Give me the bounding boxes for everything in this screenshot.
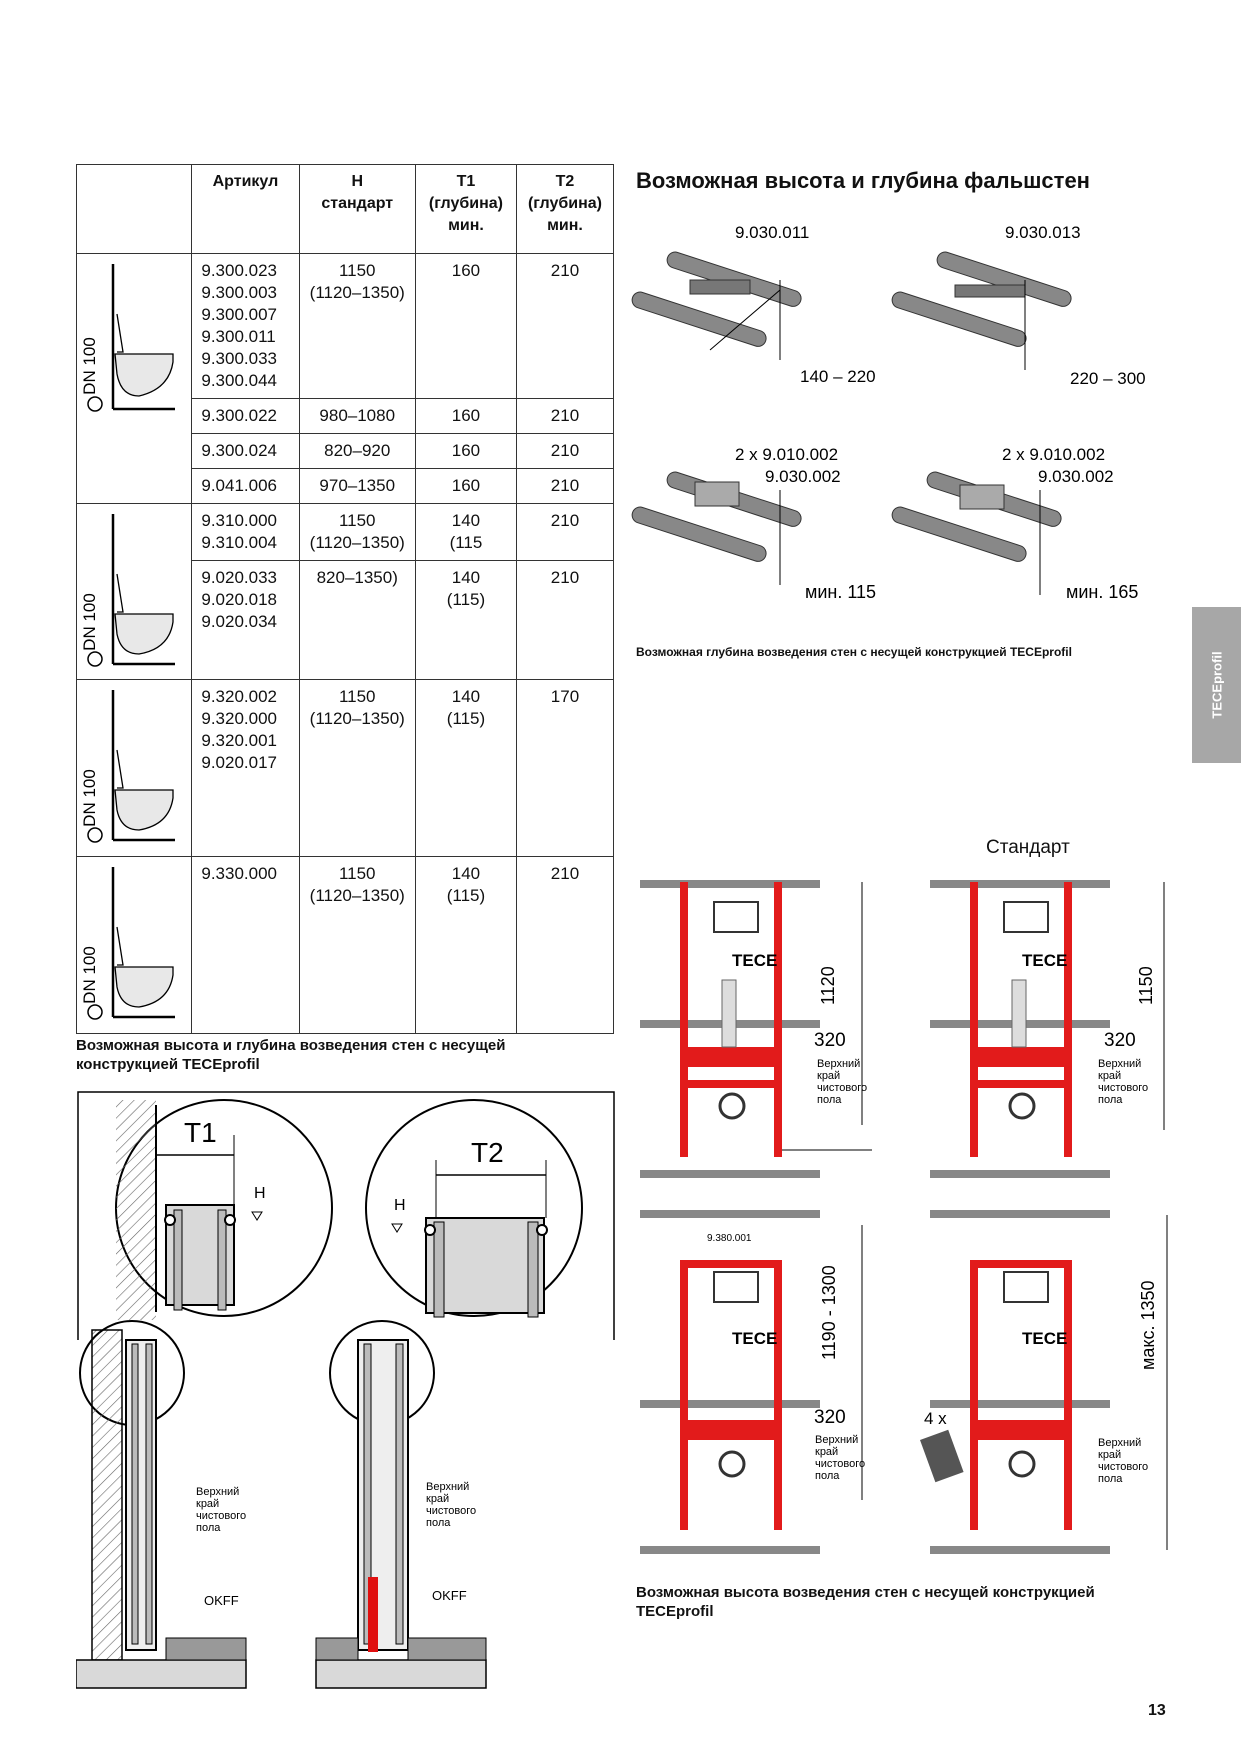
wall-hung-wc-icon — [77, 857, 177, 1027]
article-cell: 9.020.033 9.020.018 9.020.034 — [192, 561, 299, 680]
t2-cell: 170 — [516, 680, 613, 857]
floor-label-p1: Верхний край чистового пола — [817, 1058, 868, 1106]
t2-cell: 210 — [516, 469, 613, 504]
svg-text:320: 320 — [1104, 1030, 1136, 1051]
drill-icon — [920, 1430, 964, 1483]
svg-text:макс. 1350: макс. 1350 — [1138, 1280, 1158, 1370]
t1-cell: 160 — [415, 434, 516, 469]
article-cell: 9.041.006 — [192, 469, 299, 504]
svg-text:H: H — [394, 1197, 406, 1214]
h-cell: 1150 (1120–1350) — [299, 857, 415, 1034]
t1-cell: 160 — [415, 469, 516, 504]
height-panel-1120 — [640, 880, 872, 1178]
floor-label-left: Верхний край чистового пола — [196, 1486, 247, 1534]
svg-text:TECE: TECE — [1022, 1329, 1068, 1348]
wall-depth-detail-drawing — [76, 1090, 616, 1700]
floor-label-p3: Верхний край чистового пола — [815, 1434, 866, 1482]
svg-text:H: H — [254, 1185, 266, 1202]
t2-cell: 210 — [516, 434, 613, 469]
height-panel-1190 — [640, 1210, 862, 1554]
header-h: H стандарт — [299, 165, 415, 254]
article-cell: 9.300.022 — [192, 399, 299, 434]
left-caption: Возможная высота и глубина возведения стен с несущей конструкцией TECEprofil — [76, 1037, 506, 1073]
svg-text:4 x: 4 x — [924, 1409, 947, 1428]
svg-text:T1: T1 — [184, 1117, 217, 1148]
h-cell: 970–1350 — [299, 469, 415, 504]
t2-cell: 210 — [516, 561, 613, 680]
article-cell: 9.300.024 — [192, 434, 299, 469]
height-panel-1150 — [930, 880, 1164, 1178]
frame-9030002-drawing — [630, 470, 803, 585]
h-cell: 980–1080 — [299, 399, 415, 434]
svg-text:9.030.002: 9.030.002 — [765, 467, 841, 486]
h-cell: 1150 (1120–1350) — [299, 680, 415, 857]
h-cell: 820–920 — [299, 434, 415, 469]
right-title: Возможная высота и глубина фальшстен — [636, 168, 1090, 193]
table-row — [77, 254, 614, 399]
t2-cell: 210 — [516, 504, 613, 561]
frame-9030002b-drawing — [890, 470, 1063, 595]
header-article: Артикул — [192, 165, 299, 254]
svg-text:DN 100: DN 100 — [80, 946, 99, 1004]
svg-text:9.030.002: 9.030.002 — [1038, 467, 1114, 486]
svg-text:2 x 9.010.002: 2 x 9.010.002 — [1002, 445, 1106, 464]
svg-text:OKFF: OKFF — [204, 1593, 239, 1608]
h-cell: 1150 (1120–1350) — [299, 504, 415, 561]
wall-hung-wc-icon — [77, 504, 177, 674]
svg-text:2 x 9.010.002: 2 x 9.010.002 — [735, 445, 839, 464]
svg-text:1190 - 1300: 1190 - 1300 — [819, 1265, 839, 1360]
t1-cell: 160 — [415, 399, 516, 434]
svg-text:TECE: TECE — [1022, 951, 1068, 970]
svg-text:140 – 220: 140 – 220 — [800, 367, 876, 386]
wc-icon-cell — [77, 680, 192, 857]
t1-cell: 140 (115) — [415, 680, 516, 857]
table-row — [77, 504, 614, 561]
svg-text:320: 320 — [814, 1407, 846, 1428]
h-cell: 820–1350) — [299, 561, 415, 680]
svg-text:мин. 115: мин. 115 — [805, 582, 877, 602]
table-row — [77, 680, 614, 857]
floor-label-right: Верхний край чистового пола — [426, 1481, 477, 1529]
standard-label: Стандарт — [986, 837, 1070, 858]
svg-text:мин. 165: мин. 165 — [1066, 582, 1139, 602]
svg-text:T2: T2 — [471, 1137, 504, 1168]
t1-cell: 140 (115) — [415, 561, 516, 680]
svg-text:9.030.013: 9.030.013 — [1005, 223, 1081, 242]
wall-hung-wc-icon — [77, 254, 177, 484]
table-header-row — [77, 165, 614, 254]
t1-cell: 140 (115) — [415, 857, 516, 1034]
t1-cell: 140 (115 — [415, 504, 516, 561]
table-row — [77, 857, 614, 1034]
svg-text:DN 100: DN 100 — [80, 337, 99, 395]
article-cell: 9.310.000 9.310.004 — [192, 504, 299, 561]
svg-text:1120: 1120 — [818, 966, 838, 1005]
page-number: 13 — [1148, 1702, 1166, 1719]
frame-9030011-drawing — [630, 250, 803, 360]
right-caption-depth: Возможная глубина возведения стен с несущей конструкцией TECEprofil — [636, 645, 1072, 659]
spec-table — [76, 164, 614, 1034]
floor-label-p2: Верхний край чистового пола — [1098, 1058, 1149, 1106]
t2-cell: 210 — [516, 399, 613, 434]
header-t2: T2 (глубина) мин. — [516, 165, 613, 254]
svg-text:9.380.001: 9.380.001 — [707, 1233, 752, 1244]
floor-label-p4: Верхний край чистового пола — [1098, 1437, 1149, 1485]
t1-cell: 160 — [415, 254, 516, 399]
header-icon-col — [77, 165, 192, 254]
right-caption-height: Возможная высота возведения стен с несущей конструкцией TECEprofil — [636, 1584, 1095, 1620]
article-cell: 9.320.002 9.320.000 9.320.001 9.020.017 — [192, 680, 299, 857]
height-panel-1350 — [920, 1210, 1167, 1554]
t2-cell: 210 — [516, 857, 613, 1034]
frame-depth-diagrams — [630, 220, 1170, 620]
svg-text:1150: 1150 — [1136, 966, 1156, 1005]
section-tab: TECEprofil — [1192, 607, 1241, 763]
frame-9030013-drawing — [890, 250, 1073, 370]
svg-text:DN 100: DN 100 — [80, 769, 99, 827]
wc-icon-cell — [77, 504, 192, 680]
header-t1: T1 (глубина) мин. — [415, 165, 516, 254]
svg-text:320: 320 — [814, 1030, 846, 1051]
article-cell: 9.330.000 — [192, 857, 299, 1034]
svg-text:TECE: TECE — [732, 1329, 778, 1348]
svg-text:DN 100: DN 100 — [80, 593, 99, 651]
article-cell: 9.300.023 9.300.003 9.300.007 9.300.011 9.300.033 9.300.044 — [192, 254, 299, 399]
installation-height-diagrams — [632, 860, 1192, 1560]
wall-hung-wc-icon — [77, 680, 177, 850]
t2-cell: 210 — [516, 254, 613, 399]
svg-text:9.030.011: 9.030.011 — [735, 223, 810, 242]
svg-text:TECE: TECE — [732, 951, 778, 970]
svg-text:220 – 300: 220 – 300 — [1070, 369, 1146, 388]
svg-text:OKFF: OKFF — [432, 1588, 467, 1603]
h-cell: 1150 (1120–1350) — [299, 254, 415, 399]
wc-icon-cell — [77, 857, 192, 1034]
wc-icon-cell — [77, 254, 192, 504]
